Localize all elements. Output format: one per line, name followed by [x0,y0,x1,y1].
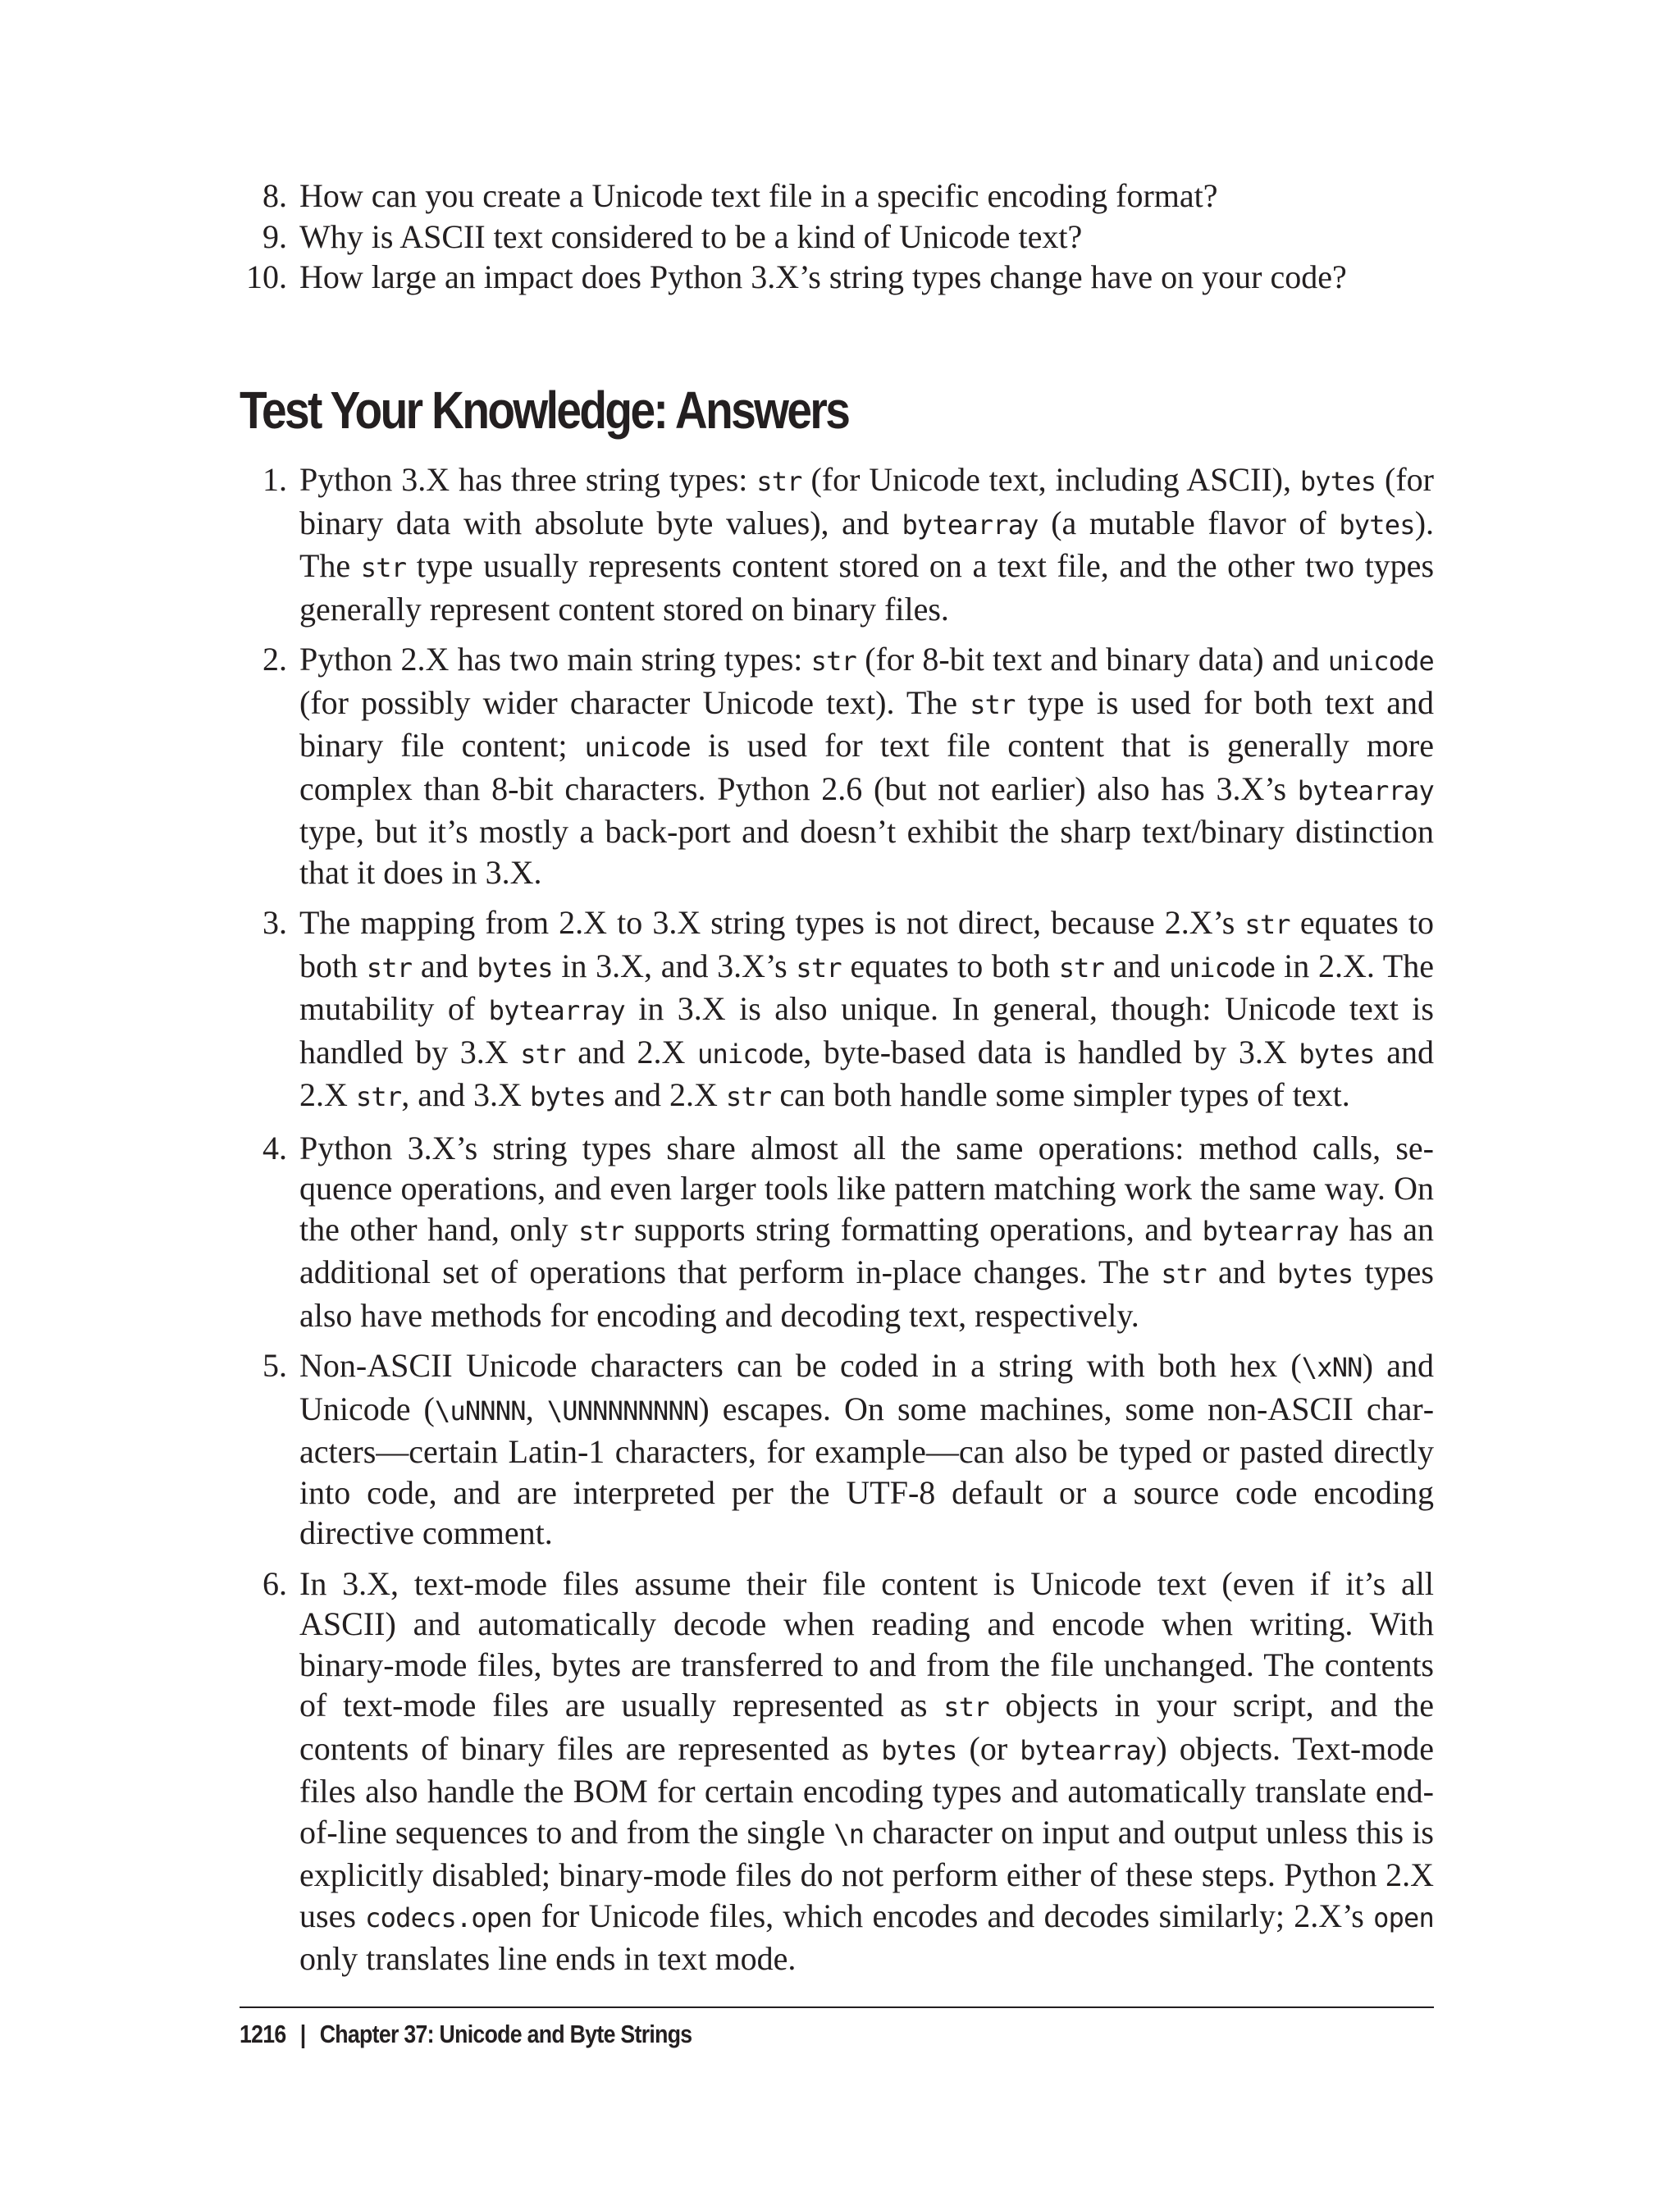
answer-item-text: Python 3.X has three string types: str (for Unicode text, including ASCII), bytes (for binary data with absolute byte values), and bytearray (a mutable flavor of bytes). The str type usually represents content stored on a text file, and the other two types generally represent content stored on binary files. [299,461,1435,628]
answer-item-text: Python 3.X’s string types share almost all the same operations: method calls, sequence operations, and even larger tools like pattern matching work the same way. On the other hand, only str supports string formatting operations, and bytearray has an additional set of operations that perform in-place changes. The str and bytes types also have methods for encoding and decoding text, respectively. [299,1129,1435,1334]
answer-item-number: 4. [262,1129,287,1166]
section-heading: Test Your Knowledge: Answers [240,381,849,440]
question-item-text: How can you create a Unicode text file in a specific encoding format? [299,177,1218,214]
question-item-text: How large an impact does Python 3.X’s string types change have on your code? [299,258,1347,295]
chapter-title: Chapter 37: Unicode and Byte Strings [319,2020,692,2048]
question-list [240,176,1434,298]
answer-item-text: Python 2.X has two main string types: str (for 8-bit text and binary data) and unicode (for possibly wider character Unicode text). The str type is used for both text and binary file content; unicode is used for text file content that is generally more complex than 8-bit characters. Python 2.6 (but not earlier) also has 3.X’s bytearray type, but it’s mostly a back-port and doesn’t exhibit the sharp text/binary distinction that it does in 3.X. [299,641,1435,891]
footer-separator: | [299,2020,306,2048]
question-item [240,257,1434,298]
answer-item [240,639,1434,892]
answer-item-number: 6. [262,1564,287,1602]
answer-item [240,459,1434,629]
page-footer [240,2018,692,2051]
question-item [240,217,1434,258]
question-item-number: 9. [262,217,287,255]
answer-item-text: In 3.X, text-mode files assume their file content is Unicode text (even if it’s all ASCII) and automatically decode when reading and encode when writing. With binary-mode files, bytes are transferred to and from the file unchanged. The contents of text-mode files are usually represented as str objects in your script, and the contents of binary files are represented as bytes (or bytearray) objects. Text-mode files also handle the BOM for certain encoding types and automatically translate end-of-line sequences to and from the single \n character on input and output unless this is explicitly disabled; binary-mode files do not perform either of these steps. Python 2.X uses codecs.open for Unicode files, which encodes and decodes similarly; 2.X’s open only translates line ends in text mode. [299,1564,1435,1977]
answer-list [240,459,1434,1989]
question-item-number: 10. [246,258,287,295]
answer-item-number: 2. [262,641,287,678]
question-item-text: Why is ASCII text considered to be a kind of Unicode text? [299,217,1083,255]
answer-item [240,1345,1434,1554]
answer-item [240,1128,1434,1336]
answer-item-number: 1. [262,461,287,498]
answer-item [240,902,1434,1118]
answer-item [240,1564,1434,1979]
page-number: 1216 [240,2020,286,2048]
question-item-number: 8. [262,177,287,214]
answer-item-text: Non-ASCII Unicode characters can be coded in a string with both hex (\xNN) and Unicode (\uNNNN, \UNNNNNNNN) escapes. On some machines, some non-ASCII characters—certain Latin-1 characters, for example—can also be typed or pasted directly into code, and are interpreted per the UTF-8 default or a source code encoding directive comment. [299,1347,1435,1551]
answer-item-number: 5. [262,1347,287,1384]
question-item [240,176,1434,217]
answer-item-text: The mapping from 2.X to 3.X string types is not direct, because 2.X’s str equates to both str and bytes in 3.X, and 3.X’s str equates to both str and unicode in 2.X. The mutability of bytearray in 3.X is also unique. In general, though: Unicode text is handled by 3.X str and 2.X unicode, byte-based data is handled by 3.X bytes and 2.X str, and 3.X bytes and 2.X str can both handle some simpler types of text. [299,904,1434,1113]
footer-rule [240,2006,1434,2008]
answer-item-number: 3. [262,904,287,941]
